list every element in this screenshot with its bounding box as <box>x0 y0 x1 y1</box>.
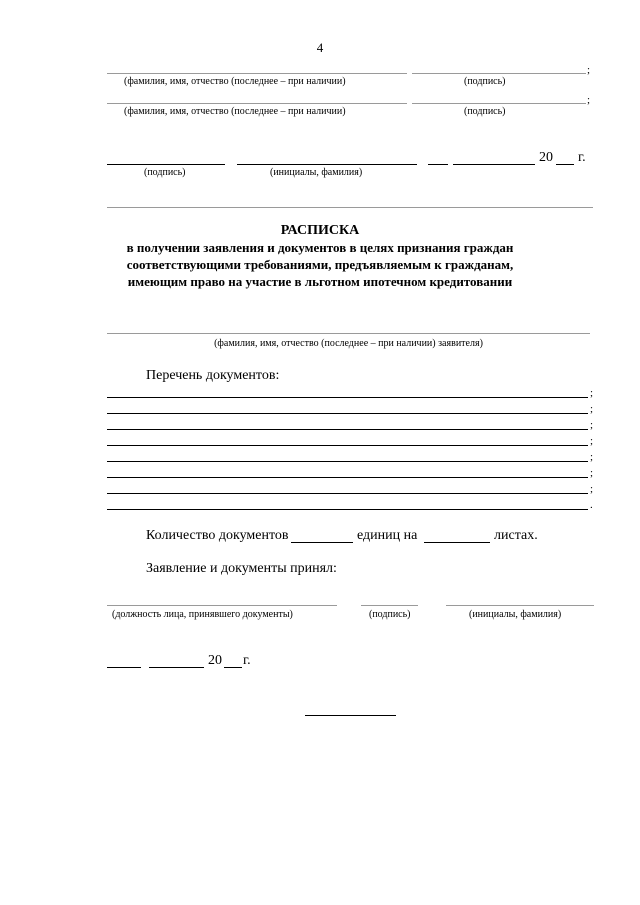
sign-caption-2: (подпись) <box>464 106 506 117</box>
row-end-2: ; <box>587 94 591 106</box>
doc-line-7 <box>107 493 588 494</box>
doc-line-end-7: ; <box>590 483 594 495</box>
doc-line-end-4: ; <box>590 435 594 447</box>
doc-line-end-2: ; <box>590 403 594 415</box>
doc-line-end-6: ; <box>590 467 594 479</box>
applicant-line <box>107 333 590 334</box>
accepted-sign-caption: (подпись) <box>369 609 411 620</box>
top-initials-caption: (инициалы, фамилия) <box>270 167 363 178</box>
accepted-signature-line <box>361 605 418 606</box>
name-line-1 <box>107 73 407 74</box>
name-caption-1: (фамилия, имя, отчество (последнее – при наличии) <box>124 76 346 87</box>
doc-line-end-1: ; <box>590 387 594 399</box>
page-number: 4 <box>316 40 324 55</box>
count-middle: единиц на <box>357 528 418 543</box>
top-date-year: 20 <box>539 150 553 165</box>
doc-line-end-8: . <box>590 499 593 511</box>
top-date-suffix: г. <box>578 150 586 165</box>
count-prefix: Количество документов <box>146 528 289 543</box>
sign-caption-1: (подпись) <box>464 76 506 87</box>
doc-line-end-3: ; <box>590 419 594 431</box>
accepted-initials-caption: (инициалы, фамилия) <box>469 609 562 620</box>
closing-rule <box>305 715 396 716</box>
doc-line-4 <box>107 445 588 446</box>
signature-line-1 <box>412 73 586 74</box>
top-date-year-line <box>556 164 574 165</box>
bottom-date-year-line <box>224 667 242 668</box>
top-date-day-line <box>428 164 448 165</box>
receipt-title: РАСПИСКА <box>280 223 360 238</box>
doc-line-1 <box>107 397 588 398</box>
receipt-subtitle-line-3: имеющим право на участие в льготном ипотечном кредитовании <box>127 274 513 289</box>
count-sheets-line <box>424 542 490 543</box>
applicant-caption: (фамилия, имя, отчество (последнее – при наличии) заявителя) <box>214 338 483 349</box>
top-initials-line <box>237 164 417 165</box>
top-date-month-line <box>453 164 535 165</box>
doc-line-3 <box>107 429 588 430</box>
row-end-1: ; <box>587 64 591 76</box>
top-signature-line <box>107 164 225 165</box>
accepted-label: Заявление и документы принял: <box>146 561 337 576</box>
name-caption-2: (фамилия, имя, отчество (последнее – при наличии) <box>124 106 346 117</box>
bottom-date-month-line <box>149 667 204 668</box>
bottom-date-day-line <box>107 667 141 668</box>
section-separator <box>107 207 593 208</box>
doc-line-8 <box>107 509 588 510</box>
receipt-subtitle-line-1: в получении заявления и документов в целях признания граждан <box>126 240 514 255</box>
count-suffix: листах. <box>494 528 538 543</box>
doc-line-5 <box>107 461 588 462</box>
top-sign-caption: (подпись) <box>144 167 186 178</box>
doc-line-2 <box>107 413 588 414</box>
signature-line-2 <box>412 103 586 104</box>
name-line-2 <box>107 103 407 104</box>
receipt-subtitle-line-2: соответствующими требованиями, предъявляемым к гражданам, <box>126 257 514 272</box>
position-line <box>107 605 337 606</box>
doc-line-6 <box>107 477 588 478</box>
accepted-initials-line <box>446 605 594 606</box>
position-caption: (должность лица, принявшего документы) <box>112 609 293 620</box>
count-documents-line <box>291 542 353 543</box>
bottom-date-year: 20 <box>208 653 222 668</box>
doc-line-end-5: ; <box>590 451 594 463</box>
docs-label: Перечень документов: <box>146 368 280 383</box>
bottom-date-suffix: г. <box>243 653 251 668</box>
